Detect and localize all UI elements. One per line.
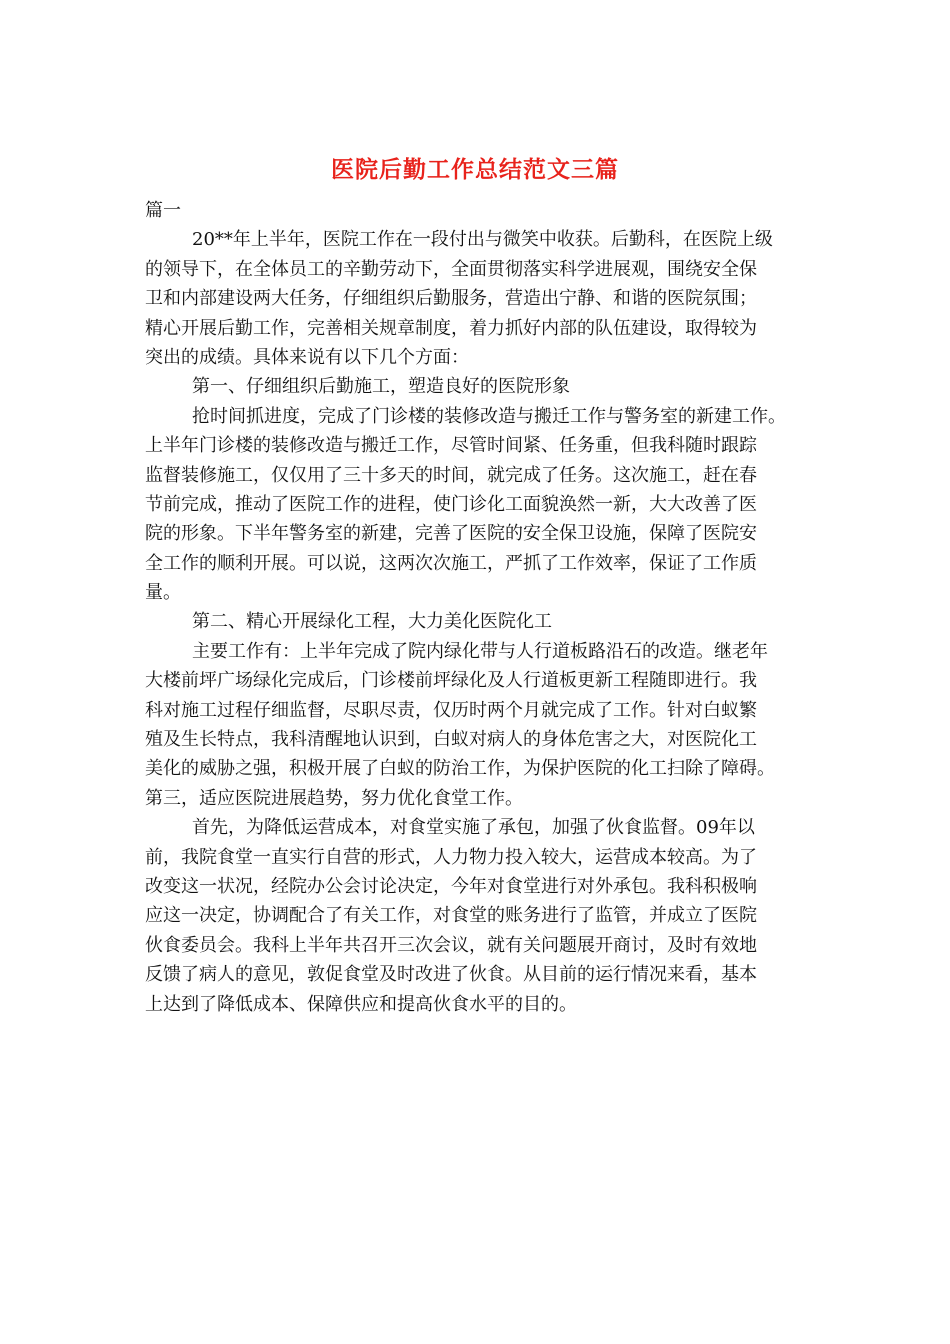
paragraph-line: 的领导下，在全体员工的辛勤劳动下，全面贯彻落实科学进展观，围绕安全保 xyxy=(145,258,757,280)
paragraph-line: 主要工作有：上半年完成了院内绿化带与人行道板路沿石的改造。继老年 xyxy=(192,640,768,662)
paragraph-line: 美化的威胁之强，积极开展了白蚁的防治工作，为保护医院的化工扫除了障碍。 xyxy=(145,758,775,780)
paragraph-line: 精心开展后勤工作，完善相关规章制度，着力抓好内部的队伍建设，取得较为 xyxy=(145,317,757,339)
paragraph-line: 20**年上半年，医院工作在一段付出与微笑中收获。后勤科，在医院上级 xyxy=(192,229,773,251)
paragraph-line: 反馈了病人的意见，敦促食堂及时改进了伙食。从目前的运行情况来看，基本 xyxy=(145,964,757,986)
paragraph-line: 大楼前坪广场绿化完成后，门诊楼前坪绿化及人行道板更新工程随即进行。我 xyxy=(145,670,757,692)
paragraph-line: 殖及生长特点，我科清醒地认识到，白蚁对病人的身体危害之大，对医院化工 xyxy=(145,729,757,751)
paragraph-line: 抢时间抓进度，完成了门诊楼的装修改造与搬迁工作与警务室的新建工作。 xyxy=(192,405,786,427)
section-heading: 第三，适应医院进展趋势，努力优化食堂工作。 xyxy=(145,787,523,809)
document-body xyxy=(145,196,817,1019)
section-heading: 第二、精心开展绿化工程，大力美化医院化工 xyxy=(192,611,552,633)
paragraph-line: 卫和内部建设两大任务，仔细组织后勤服务，营造出宁静、和谐的医院氛围； xyxy=(145,288,757,310)
paragraph-line: 应这一决定，协调配合了有关工作，对食堂的账务进行了监管，并成立了医院 xyxy=(145,905,757,927)
paragraph-line: 改变这一状况，经院办公会讨论决定，今年对食堂进行对外承包。我科积极响 xyxy=(145,875,757,897)
paragraph-line: 科对施工过程仔细监督，尽职尽责，仅历时两个月就完成了工作。针对白蚁繁 xyxy=(145,699,757,721)
paragraph-line: 前，我院食堂一直实行自营的形式，人力物力投入较大，运营成本较高。为了 xyxy=(145,846,757,868)
section-label: 篇一 xyxy=(145,200,181,221)
paragraph-line: 全工作的顺利开展。可以说，这两次次施工，严抓了工作效率，保证了工作质 xyxy=(145,552,757,574)
paragraph-line: 院的形象。下半年警务室的新建，完善了医院的安全保卫设施，保障了医院安 xyxy=(145,523,757,545)
paragraph-line: 量。 xyxy=(145,582,181,604)
paragraph-line: 上半年门诊楼的装修改造与搬迁工作，尽管时间紧、任务重，但我科随时跟踪 xyxy=(145,435,757,457)
paragraph-line: 节前完成，推动了医院工作的进程，使门诊化工面貌涣然一新，大大改善了医 xyxy=(145,493,757,515)
paragraph-line: 监督装修施工，仅仅用了三十多天的时间，就完成了任务。这次施工，赶在春 xyxy=(145,464,757,486)
section-heading: 第一、仔细组织后勤施工，塑造良好的医院形象 xyxy=(192,376,570,398)
paragraph-line: 首先，为降低运营成本，对食堂实施了承包，加强了伙食监督。09年以 xyxy=(192,817,755,839)
paragraph-line: 突出的成绩。具体来说有以下几个方面： xyxy=(145,346,469,368)
paragraph-line: 上达到了降低成本、保障供应和提高伙食水平的目的。 xyxy=(145,993,577,1015)
document-title: 医院后勤工作总结范文三篇 xyxy=(331,156,619,183)
paragraph-line: 伙食委员会。我科上半年共召开三次会议，就有关问题展开商讨，及时有效地 xyxy=(145,934,757,956)
